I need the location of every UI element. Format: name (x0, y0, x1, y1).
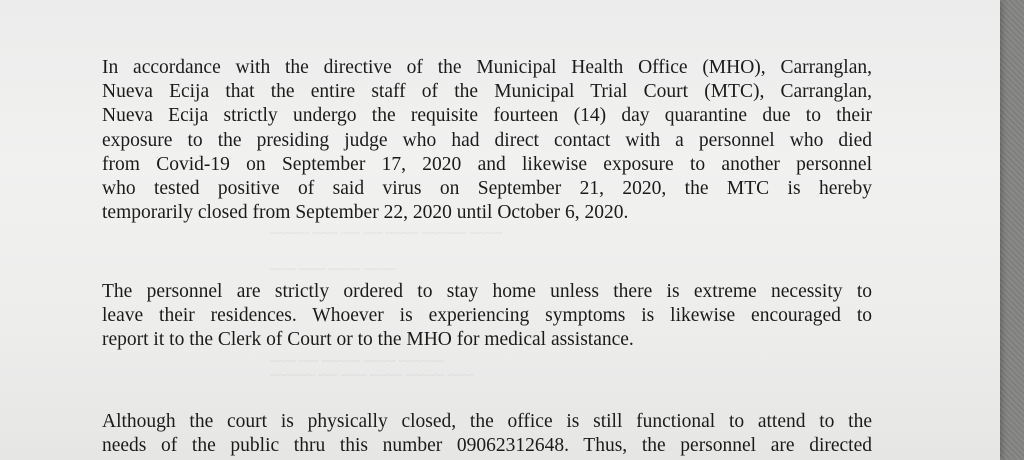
text-line: In accordance with the directive of the Municipal Health Office (MHO), Carranglan, (102, 57, 872, 78)
text-line: leave their residences. Whoever is experiencing symptoms is likewise encouraged to (102, 305, 872, 327)
text-line: exposure to the presiding judge who had direct contact with a personnel who died (102, 129, 872, 151)
text-line: Nueva Ecija that the entire staff of the Municipal Trial Court (MTC), Carranglan, (102, 81, 872, 103)
text-line: who tested positive of said virus on September 21, 2020, the MTC is hereby (102, 178, 872, 200)
text-line: from Covid-19 on September 17, 2020 and likewise exposure to another personnel (102, 153, 872, 175)
text-line: Nueva Ecija strictly undergo the requisite fourteen (14) day quarantine due to their (102, 105, 872, 127)
paragraph-stay-home-order (102, 280, 872, 353)
bleed-through-decoration: ~~~~ ~~~~~~ ~~~~~ ~~~~ ~~~ ~~~~~~~ (270, 368, 474, 382)
text-line: report it to the Clerk of Court or to the MHO for medical assistance. (102, 329, 634, 351)
bleed-through-decoration: ~~~~~ ~~~~~~~ ~~~~~ ~~~ ~~~ ~~~~ ~~~~~~ (270, 226, 503, 240)
bleed-through-decoration: ~~~~~ ~~~~~ ~~~~ ~~~~ (270, 262, 396, 276)
bleed-through-decoration: ~~~~~~~ ~~~~~ ~~~~~~ ~~~ ~~~~ (270, 354, 445, 368)
text-line: needs of the public thru this number 09062312648. Thus, the personnel are directed (102, 435, 872, 457)
text-line: The personnel are strictly ordered to stay home unless there is extreme necessity to (102, 281, 872, 302)
text-line: temporarily closed from September 22, 2020 until October 6, 2020. (102, 202, 629, 224)
paragraph-office-functional (102, 410, 872, 458)
text-line: Although the court is physically closed, the office is still functional to attend to the (102, 411, 872, 432)
surface-edge (1000, 0, 1024, 460)
paragraph-quarantine-directive (102, 56, 872, 225)
